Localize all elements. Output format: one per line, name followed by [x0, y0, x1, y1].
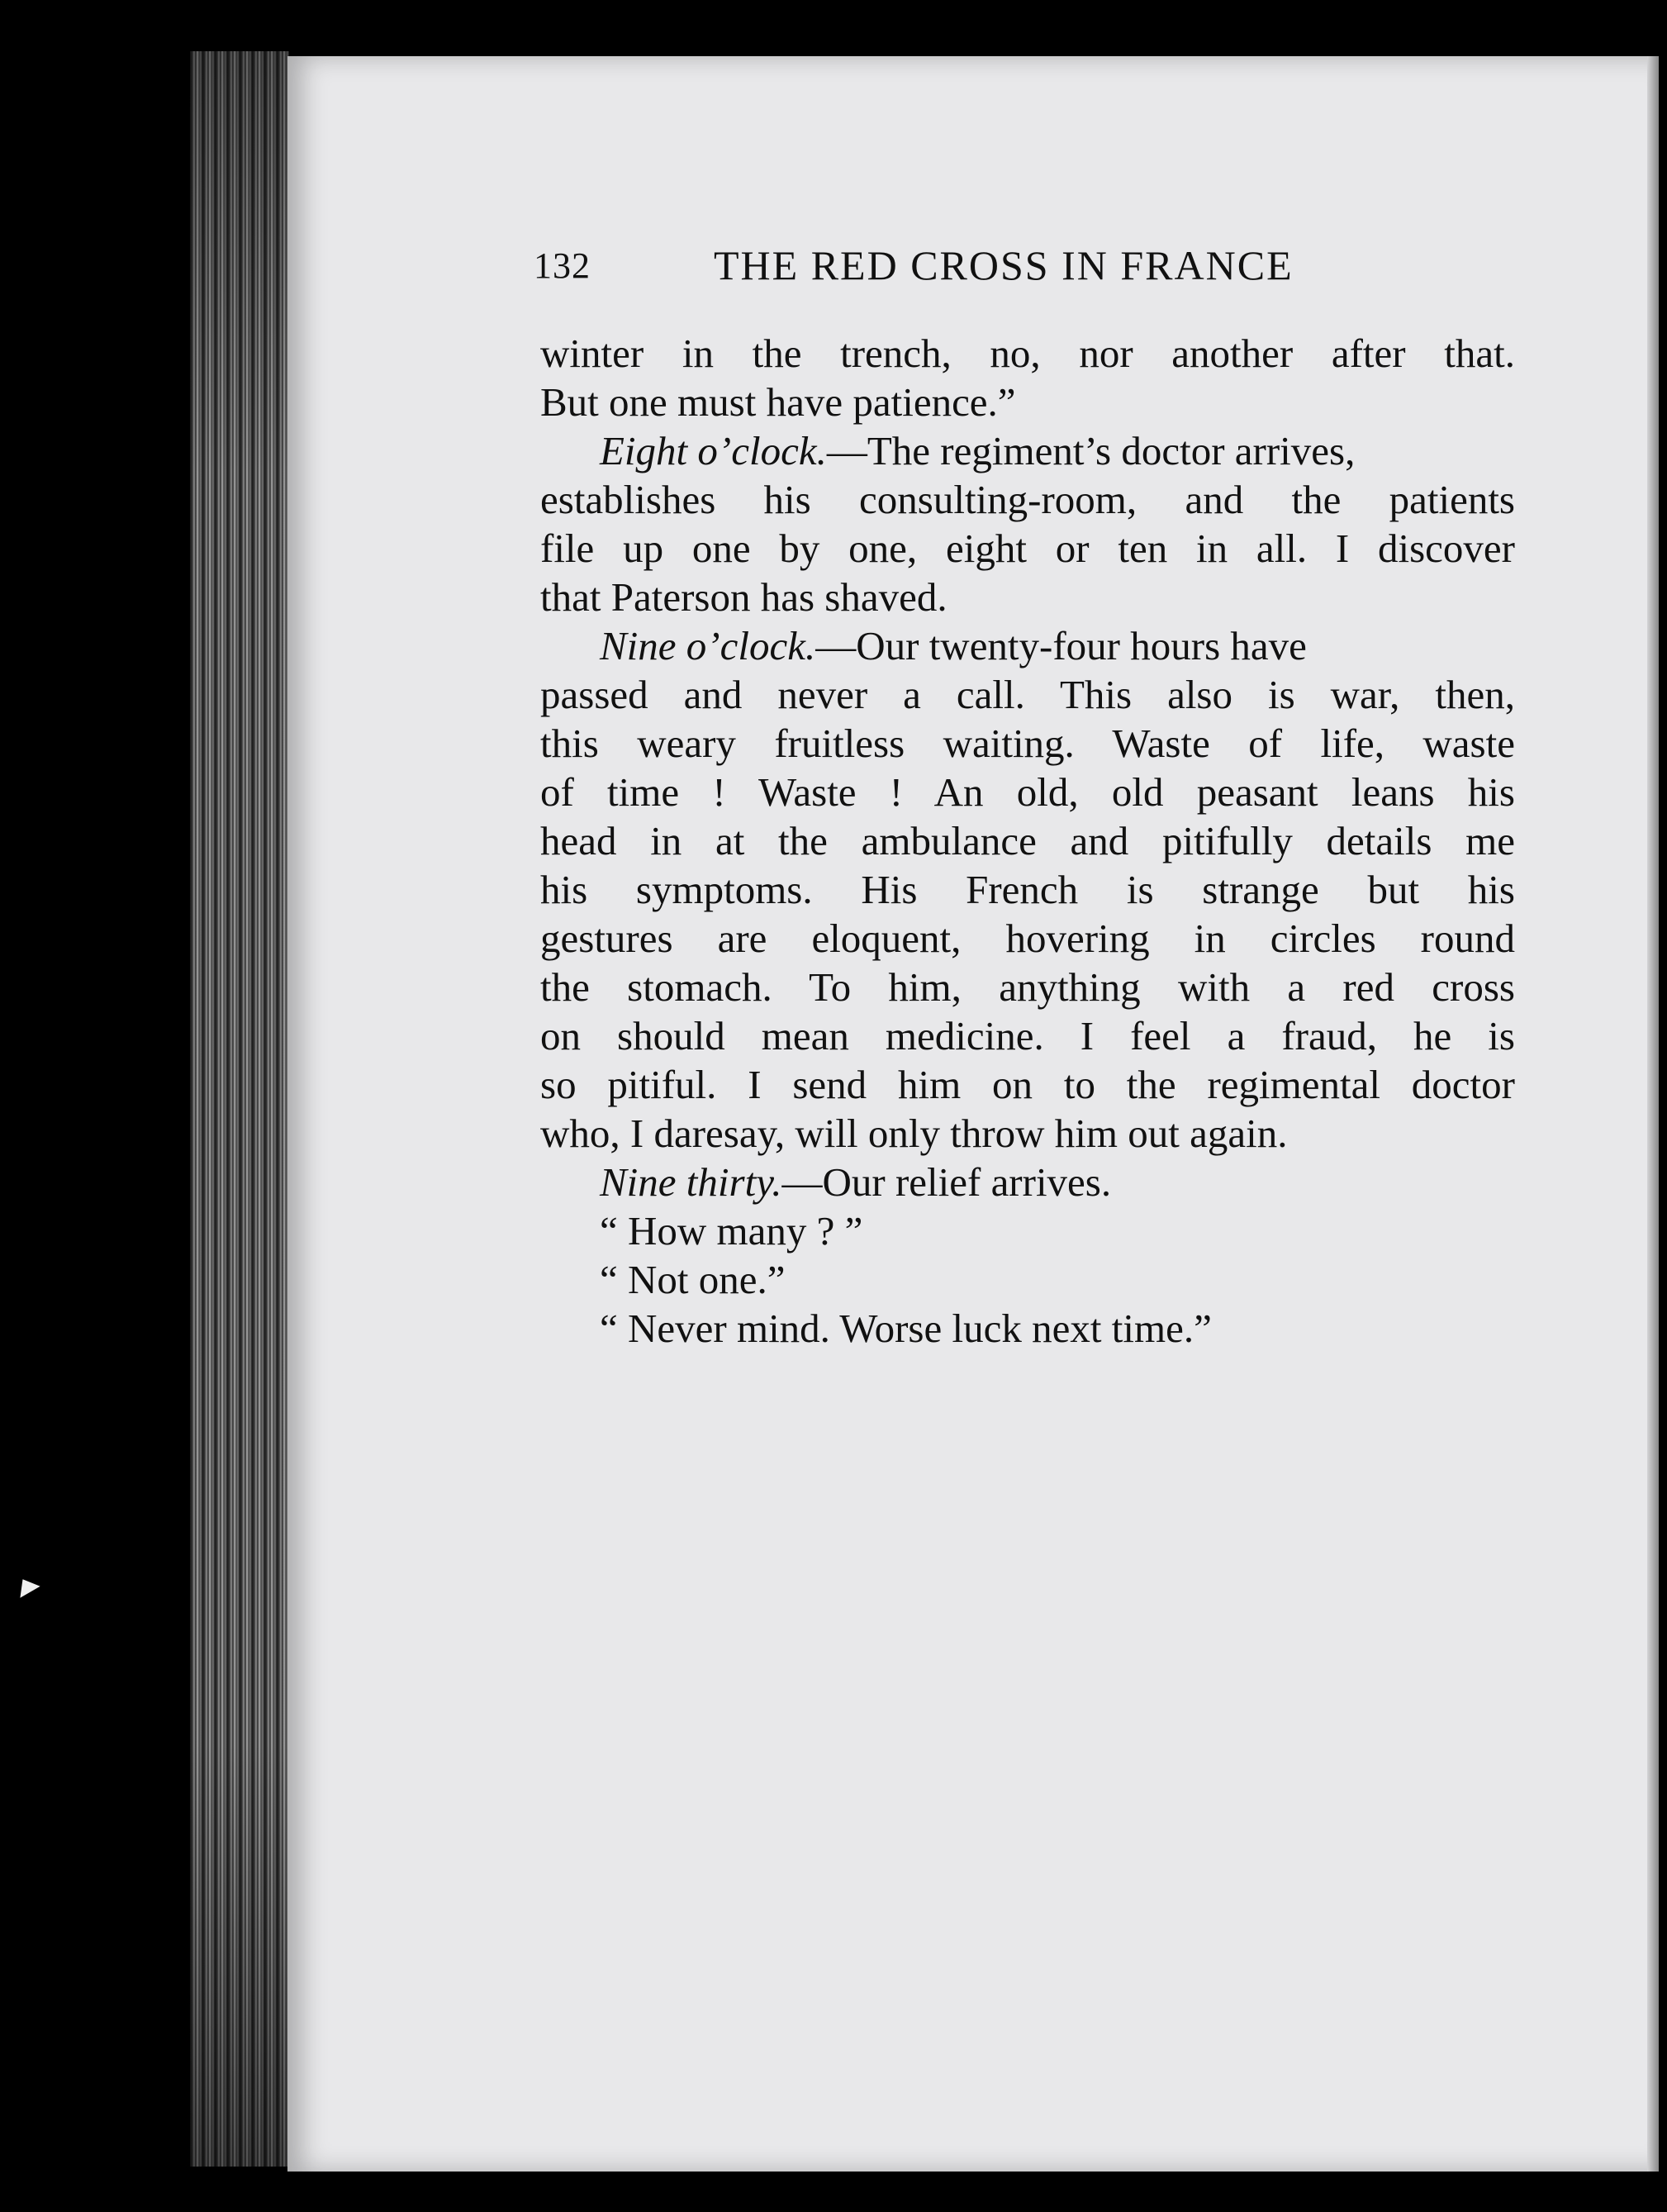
text-line	[540, 426, 1515, 475]
text-run: —Our relief arrives.	[781, 1159, 1112, 1205]
text-line: so pitiful. I send him on to the regimental doctor	[540, 1062, 1515, 1107]
time-heading: Nine o’clock.	[600, 623, 816, 668]
text-line	[540, 621, 1515, 670]
text-line: passed and never a call. This also is war, then,	[540, 672, 1515, 717]
text-line: of time ! Waste ! An old, old peasant leans his	[540, 769, 1515, 815]
page-number: 132	[534, 245, 591, 286]
text-line: gestures are eloquent, hovering in circles round	[540, 916, 1515, 961]
time-heading: Eight o’clock.	[600, 428, 827, 473]
scan-artifact-mark	[12, 1573, 40, 1598]
time-heading: Nine thirty.	[600, 1159, 782, 1205]
text-line: that Paterson has shaved.	[540, 574, 947, 620]
running-head	[534, 231, 1360, 297]
text-line: establishes his consulting-room, and the patients	[540, 477, 1515, 522]
text-line: on should mean medicine. I feel a fraud, he is	[540, 1013, 1515, 1058]
text-line: winter in the trench, no, nor another after that.	[540, 331, 1515, 376]
text-line: the stomach. To him, anything with a red cross	[540, 964, 1515, 1010]
text-run: —Our twenty-four hours have	[815, 623, 1307, 668]
text-run: —The regiment’s doctor arrives,	[826, 428, 1356, 473]
text-line	[540, 1158, 1515, 1206]
text-line: this weary fruitless waiting. Waste of life, waste	[540, 721, 1515, 766]
page-edges-shadow	[190, 51, 289, 2167]
page-right-edge	[1647, 56, 1659, 2172]
text-line: “ Not one.”	[600, 1257, 786, 1302]
running-title: THE RED CROSS IN FRANCE	[714, 242, 1294, 288]
text-line: head in at the ambulance and pitifully details me	[540, 818, 1515, 863]
text-line: file up one by one, eight or ten in all. I discover	[540, 526, 1515, 571]
text-line: who, I daresay, will only throw him out again.	[540, 1111, 1288, 1156]
text-line: “ Never mind. Worse luck next time.”	[600, 1306, 1212, 1351]
text-line: “ How many ? ”	[600, 1208, 863, 1253]
text-line: But one must have patience.”	[540, 379, 1016, 425]
text-line: his symptoms. His French is strange but his	[540, 867, 1515, 912]
body-text	[540, 329, 1515, 1353]
